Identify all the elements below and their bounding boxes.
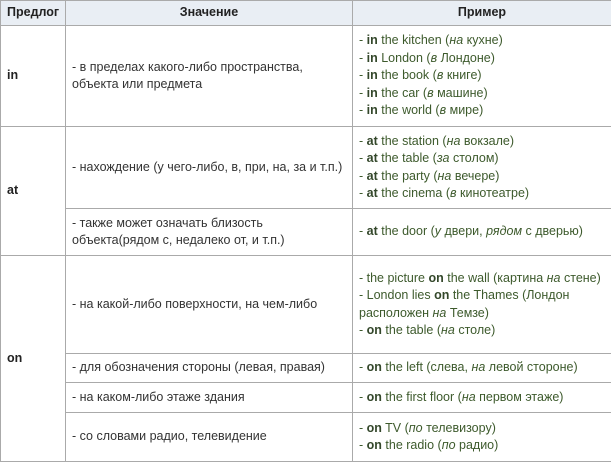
table-row [1,256,611,354]
example-line [359,437,605,455]
example-segment: на [471,360,486,375]
example-segment: двери, [441,224,487,239]
example-line [359,32,605,50]
table-row [1,354,611,383]
example-segment: стене) [560,270,601,285]
meaning-cell: - на каком-либо этаже здания [66,383,353,413]
preposition-cell: on [1,256,66,462]
example-segment: - [359,224,367,239]
meaning-cell: - в пределах какого-либо пространства, объекта или предмета [66,26,353,127]
example-line [359,322,605,340]
example-segment: на [437,168,452,183]
example-segment: - [359,133,367,148]
example-segment: левой стороне) [485,360,578,375]
table-row [1,413,611,462]
example-segment: кухне) [463,33,503,48]
meaning-cell: - также может означать близость объекта(рядом с, недалеко от, и т.п.) [66,209,353,256]
example-segment: первом этаже) [475,389,564,404]
example-segment: - [359,68,367,83]
example-line [359,359,605,377]
example-segment: в [439,103,447,118]
example-segment: at [366,151,378,165]
example-cell [353,354,611,383]
header-preposition: Предлог [1,1,66,26]
example-segment: the door ( [377,224,435,239]
example-segment: на [441,323,455,337]
example-segment: у [434,224,441,239]
example-line [359,185,605,203]
example-cell [353,383,611,413]
example-line [359,150,605,168]
example-segment: in [366,68,378,83]
example-segment: the first floor ( [381,389,462,404]
meaning-cell: - со словами радио, телевидение [66,413,353,462]
example-segment: on [428,270,444,285]
meaning-cell: - на какой-либо поверхности, на чем-либо [66,256,353,354]
example-segment: on [366,323,382,337]
example-segment: the kitchen ( [377,33,450,48]
header-row [1,1,611,26]
example-segment: the cinema ( [377,186,451,200]
example-segment: мире) [446,103,484,118]
example-segment: столом) [449,151,499,165]
example-segment: the book ( [377,68,437,83]
example-segment: at [366,186,378,200]
example-segment: the party ( [377,168,438,183]
example-segment: - [359,420,367,435]
example-segment: the car ( [377,85,428,100]
example-segment: in [366,85,378,100]
header-meaning: Значение [66,1,353,26]
example-segment: on [366,420,382,435]
example-cell [353,26,611,127]
example-segment: - [359,360,367,375]
example-cell [353,413,611,462]
example-segment: Лондоне) [437,50,495,65]
example-line [359,67,605,85]
example-segment: the table ( [381,323,441,337]
example-segment: - [359,85,367,100]
table-row [1,26,611,127]
example-segment: the table ( [377,151,437,165]
table-row [1,127,611,209]
example-segment: - [359,50,367,65]
example-cell [353,256,611,354]
example-segment: in [366,50,378,65]
example-segment: - [359,103,367,118]
example-segment: - [359,438,367,452]
table-row [1,209,611,256]
meaning-cell: - нахождение (у чего-либо, в, при, на, за и т.п.) [66,127,353,209]
example-segment: the radio ( [381,438,442,452]
example-segment: in [366,103,378,118]
table-row [1,383,611,413]
example-cell [353,209,611,256]
example-segment: - [359,323,367,337]
example-segment: - [359,389,367,404]
example-segment: - [359,151,367,165]
example-segment: в [450,186,457,200]
example-segment: on [366,389,382,404]
example-segment: за [436,151,450,165]
example-segment: TV ( [381,420,409,435]
example-segment: кинотеатре) [456,186,530,200]
example-segment: the Thames (Лондон расположен [359,288,570,320]
meaning-cell: - для обозначения стороны (левая, правая) [66,354,353,383]
example-segment: - [359,186,367,200]
example-segment: радио) [455,438,499,452]
example-line [359,223,605,241]
example-segment: at [366,168,378,183]
example-segment: на [461,389,476,404]
example-segment: столе) [454,323,496,337]
example-segment: на [449,33,464,48]
example-segment: рядом [486,224,523,239]
example-segment: - London lies [359,288,435,302]
example-segment: машине) [433,85,488,100]
example-segment: on [366,360,382,375]
header-example: Пример [353,1,611,26]
example-line [359,389,605,407]
example-segment: the left (слева, [381,360,472,375]
example-segment: - [359,33,367,48]
example-segment: вечере) [451,168,500,183]
example-segment: London ( [377,50,431,65]
example-segment: - the picture [359,270,429,285]
example-segment: on [434,288,450,302]
example-line [359,102,605,120]
example-line [359,270,605,288]
example-segment: вокзале) [460,133,515,148]
example-segment: - [359,168,367,183]
example-segment: на [546,270,561,285]
example-segment: книге) [443,68,482,83]
example-segment: the station ( [377,133,447,148]
example-segment: Темзе) [446,305,489,320]
preposition-cell: at [1,127,66,256]
example-segment: the world ( [377,103,440,118]
example-segment: на [432,305,447,320]
example-segment: в [427,85,434,100]
example-segment: телевизору) [422,420,496,435]
example-segment: по [441,438,456,452]
example-line [359,420,605,438]
example-segment: at [366,224,378,239]
example-line [359,168,605,186]
example-line [359,50,605,68]
example-line [359,133,605,151]
example-segment: на [446,133,461,148]
example-line [359,85,605,103]
preposition-cell: in [1,26,66,127]
example-segment: at [366,133,378,148]
example-segment: on [366,438,382,452]
example-segment: в [430,50,438,65]
example-segment: the wall (картина [443,270,547,285]
example-segment: по [408,420,423,435]
example-segment: in [366,33,378,48]
example-segment: с дверью) [522,224,583,239]
example-line [359,287,605,322]
example-segment: в [436,68,444,83]
example-cell [353,127,611,209]
